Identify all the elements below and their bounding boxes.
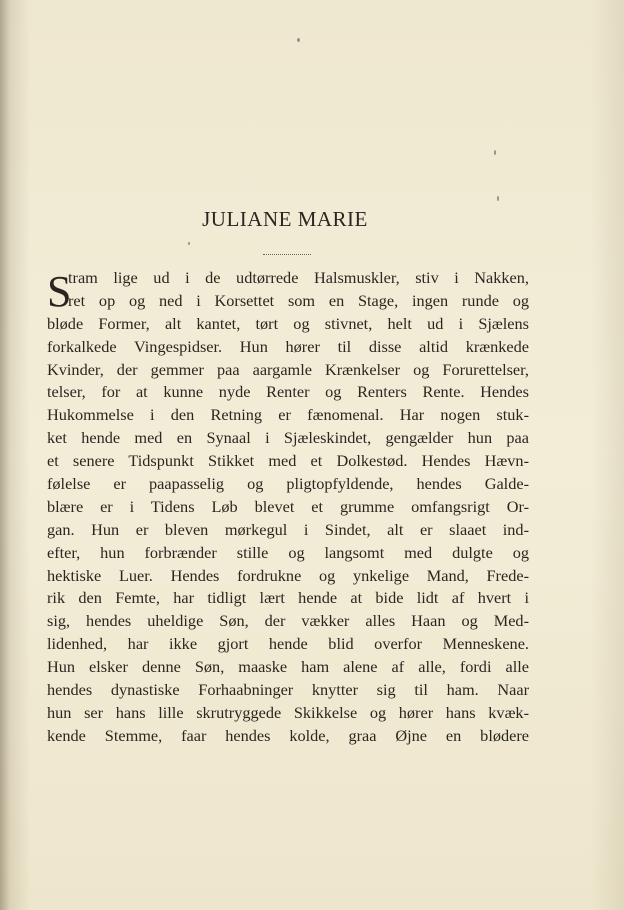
text-line: følelse er paapasselig og pligtopfyldende, hendes Galde- xyxy=(47,474,529,494)
text-line: kende Stemme, faar hendes kolde, graa Øjne en blødere xyxy=(47,725,529,745)
text-line: gan. Hun er bleven mørkegul i Sindet, alt er slaaet ind- xyxy=(47,519,529,539)
paper-speck xyxy=(494,150,496,155)
body-text xyxy=(47,267,529,748)
text-line: telser, for at kunne nyde Renter og Renters Rente. Hendes xyxy=(47,382,529,402)
title-divider xyxy=(263,254,311,255)
text-line: rik den Femte, har tidligt lært hende at bide lidt af hvert i xyxy=(47,588,529,608)
text-line: forkalkede Vingespidser. Hun hører til disse altid krænkede xyxy=(47,336,529,356)
text-line: bløde Former, alt kantet, tørt og stivnet, helt ud i Sjælens xyxy=(47,313,529,333)
text-line: efter, hun forbrænder stille og langsomt med dulgte og xyxy=(47,542,529,562)
text-line: Hukommelse i den Retning er fænomenal. Har nogen stuk- xyxy=(47,405,529,425)
text-line: blære er i Tidens Løb blevet et grumme omfangsrigt Or- xyxy=(47,496,529,516)
text-line: ret op og ned i Korsettet som en Stage, ingen runde og xyxy=(68,290,529,310)
paper-speck xyxy=(188,242,190,245)
text-line: Hun elsker denne Søn, maaske ham alene af alle, fordi alle xyxy=(47,657,529,677)
text-line: Kvinder, der gemmer paa aargamle Krænkelser og Forurettelser, xyxy=(47,359,529,379)
text-line: hun ser hans lille skrutryggede Skikkelse og hører hans kvæk- xyxy=(47,702,529,722)
paper-speck xyxy=(297,38,300,42)
text-line: et senere Tidspunkt Stikket med et Dolkestød. Hendes Hævn- xyxy=(47,451,529,471)
text-line: tram lige ud i de udtørrede Halsmuskler, stiv i Nakken, xyxy=(68,268,529,287)
text-line: lidenhed, har ikke gjort hende blid overfor Menneskene. xyxy=(47,634,529,654)
drop-cap: S xyxy=(47,267,72,316)
text-line: sig, hendes uheldige Søn, der vækker alles Haan og Med- xyxy=(47,611,529,631)
paper-speck xyxy=(497,196,499,201)
text-line: ket hende med en Synaal i Sjæleskindet, gengælder hun paa xyxy=(47,428,529,448)
chapter-title: JULIANE MARIE xyxy=(202,207,368,231)
text-line: hektiske Luer. Hendes fordrukne og ynkelige Mand, Frede- xyxy=(47,565,529,585)
text-line: hendes dynastiske Forhaabninger knytter sig til ham. Naar xyxy=(47,680,529,700)
